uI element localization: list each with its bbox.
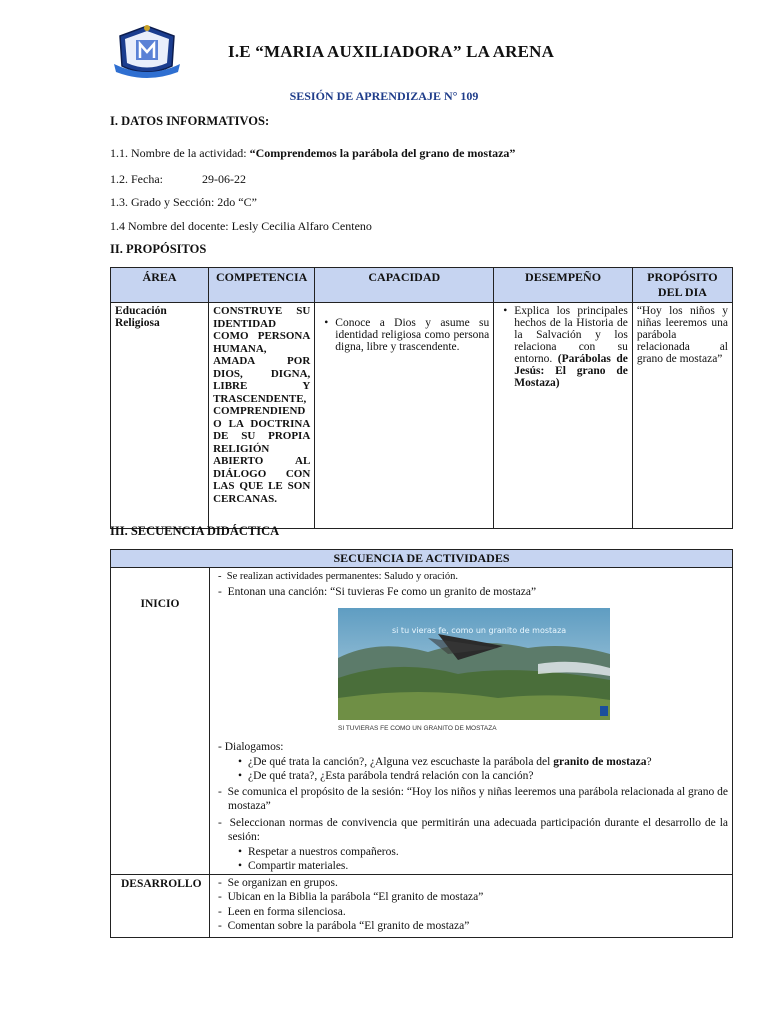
desempeno-bold: (Parábolas de Jesús: El grano de Mostaza) (514, 353, 628, 389)
video-overlay-text: si tu vieras fe, como un granito de mostaza (392, 626, 567, 635)
desarrollo-item: - Se organizan en grupos. (218, 876, 338, 889)
inicio-content (210, 568, 733, 875)
date-label: 1.2. Fecha: (110, 172, 163, 186)
desarrollo-content (210, 874, 733, 937)
grade-section: 1.3. Grado y Sección: 2do “C” (110, 195, 257, 209)
norms-line: - Seleccionan normas de convivencia que permitirán una adecuada participación durante el desarrollo de la sesión: (218, 816, 728, 843)
date-value: 29-06-22 (202, 172, 246, 186)
section-secuencia-title: III. SECUENCIA DIDÁCTICA (110, 524, 280, 538)
school-title: I.E “MARIA AUXILIADORA” LA ARENA (228, 42, 555, 61)
cell-proposito: “Hoy los niños y niñas leeremos una parábola relacionada al grano de mostaza” (632, 303, 732, 529)
capacidad-item: • Conoce a Dios y asume su identidad religiosa como persona digna, libre y trascendente. (335, 317, 489, 353)
purposes-table (110, 267, 733, 529)
dialog-question: • ¿De qué trata la canción?, ¿Alguna vez escuchaste la parábola del granito de mostaza? (214, 755, 728, 769)
desempeno-item (514, 305, 628, 389)
cell-desempeno (494, 303, 633, 529)
inicio-item: - Entonan una canción: “Si tuvieras Fe como un granito de mostaza” (218, 585, 537, 598)
cell-competencia: CONSTRUYE SU IDENTIDAD COMO PERSONA HUMANA, AMADA POR DIOS, DIGNA, LIBRE Y TRASCENDENTE, COMPRENDIENDO LA DOCTRINA DE SU PROPIA RELIGIÓN ABIERTO AL DIÁLOGO CON LAS QUE LE SON CERCANAS. (209, 303, 315, 529)
dialog-question: • ¿De qué trata?, ¿Esta parábola tendrá relación con la canción? (214, 769, 728, 783)
norm-item: • Respetar a nuestros compañeros. (214, 845, 728, 859)
section-datos-title: I. DATOS INFORMATIVOS: (110, 114, 270, 128)
song-video-thumbnail[interactable] (338, 608, 610, 736)
dialog-label: - Dialogamos: (218, 741, 284, 753)
activity-label: 1.1. Nombre de la actividad: (110, 146, 250, 160)
purpose-line: - Se comunica el propósito de la sesión: “Hoy los niños y niñas leeremos una parábola relacionada al grano de mostaza” (218, 785, 728, 812)
desempeno-text: Explica los principales hechos de la Historia de la Salvación y los relaciona con su entorno. (514, 305, 628, 365)
inicio-item: - Se realizan actividades permanentes: Saludo y oración. (218, 571, 458, 582)
teacher-name: 1.4 Nombre del docente: Lesly Cecilia Alfaro Centeno (110, 219, 372, 233)
video-caption: SI TUVIERAS FE COMO UN GRANITO DE MOSTAZA (338, 725, 497, 732)
sequence-table (110, 549, 733, 938)
cell-capacidad (315, 303, 494, 529)
cell-area: Educación Religiosa (111, 303, 209, 529)
header-desempeno: DESEMPEÑO (494, 268, 633, 303)
desarrollo-item: - Comentan sobre la parábola “El granito de mostaza” (218, 920, 470, 932)
header-area: ÁREA (111, 268, 209, 303)
desarrollo-item: - Leen en forma silenciosa. (218, 905, 346, 918)
header-capacidad: CAPACIDAD (315, 268, 494, 303)
session-title: SESIÓN DE APRENDIZAJE N° 109 (289, 89, 479, 103)
school-logo (112, 22, 182, 78)
section-propositos-title: II. PROPÓSITOS (110, 242, 207, 256)
inicio-label: INICIO (111, 568, 210, 875)
sequence-table-title: SECUENCIA DE ACTIVIDADES (111, 550, 733, 568)
desarrollo-label: DESARROLLO (111, 874, 210, 937)
desarrollo-item: - Ubican en la Biblia la parábola “El granito de mostaza” (218, 891, 484, 903)
header-competencia: COMPETENCIA (209, 268, 315, 303)
header-proposito: PROPÓSITO DEL DIA (632, 268, 732, 303)
activity-value: “Comprendemos la parábola del grano de mostaza” (249, 146, 516, 160)
activity-name (110, 146, 515, 161)
norm-item: • Compartir materiales. (214, 859, 728, 873)
